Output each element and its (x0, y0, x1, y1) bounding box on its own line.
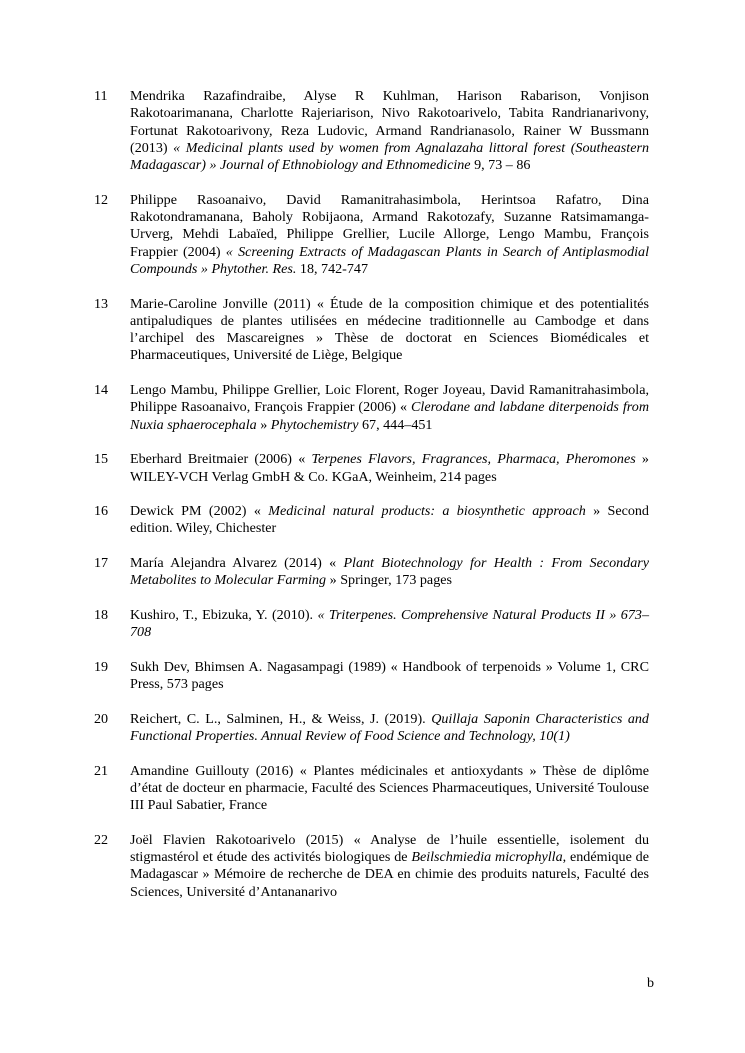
reference-number: 22 (94, 831, 109, 848)
reference-item (94, 607, 649, 642)
reference-text: Mendrika Razafindraibe, Alyse R Kuhlman, Harison Rabarison, Vonjison Rakotoarimanana, Charlotte Rajeriarison, Nivo Rakotoarivelo, Tabita Randrianarivony, Fortunat Rakotoarivony, Reza Ludovic, Armand Randrianasolo, Rainer W Bussmann (2013) « Medicinal plants used by women from Agnalazaha littoral forest (Southeastern Madagascar) » Journal of Ethnobiology and Ethnomedicine 9, 73 – 86 (130, 88, 649, 174)
reference-item (94, 88, 649, 174)
reference-item (94, 711, 649, 746)
reference-text: Lengo Mambu, Philippe Grellier, Loic Florent, Roger Joyeau, David Ramanitrahasimbola, Philippe Rasoanaivo, François Frappier (2006) « Clerodane and labdane diterpenoids from Nuxia sphaerocephala » Phytochemistry 67, 444–451 (130, 382, 649, 433)
reference-text: Marie-Caroline Jonville (2011) « Étude de la composition chimique et des potentialités antipaludiques de plantes utilisées en médecine traditionnelle au Cambodge et dans l’archipel des Mascareignes » Thèse de doctorat en Sciences Biomédicales et Pharmaceutiques, Université de Liège, Belgique (130, 295, 649, 364)
reference-item (94, 555, 649, 590)
reference-item (94, 832, 649, 901)
reference-number: 17 (94, 555, 109, 572)
reference-text: Eberhard Breitmaier (2006) « Terpenes Flavors, Fragrances, Pharmaca, Pheromones » WILEY-VCH Verlag GmbH & Co. KGaA, Weinheim, 214 pages (130, 451, 649, 485)
reference-item (94, 296, 649, 365)
reference-number: 15 (94, 451, 109, 468)
reference-number: 21 (94, 762, 109, 779)
reference-text: Philippe Rasoanaivo, David Ramanitrahasimbola, Herintsoa Rafatro, Dina Rakotondramanana, Baholy Robijaona, Armand Rakotozafy, Suzanne Ratsimamanga-Urverg, Mehdi Labaïed, Philippe Grellier, Lucile Allorge, Lengo Mambu, François Frappier (2004) « Screening Extracts of Madagascan Plants in Search of Antiplasmodial Compounds » Phytother. Res. 18, 742-747 (130, 191, 649, 277)
reference-number: 13 (94, 295, 109, 312)
reference-item (94, 382, 649, 434)
reference-text: Reichert, C. L., Salminen, H., & Weiss, J. (2019). Quillaja Saponin Characteristics and Functional Properties. Annual Review of Food Science and Technology, 10(1) (130, 710, 649, 744)
reference-item (94, 192, 649, 278)
page-number: b (647, 975, 655, 991)
reference-number: 20 (94, 710, 109, 727)
reference-list (94, 88, 649, 918)
reference-text: Sukh Dev, Bhimsen A. Nagasampagi (1989) « Handbook of terpenoids » Volume 1, CRC Press, 573 pages (130, 658, 649, 693)
reference-number: 12 (94, 191, 109, 208)
reference-item (94, 659, 649, 694)
reference-number: 14 (94, 382, 109, 399)
reference-number: 16 (94, 503, 109, 520)
reference-text: Joël Flavien Rakotoarivelo (2015) « Analyse de l’huile essentielle, isolement du stigmastérol et étude des activités biologiques de Beilschmiedia microphylla, endémique de Madagascar » Mémoire de recherche de DEA en chimie des produits naturels, Faculté des Sciences, Université d’Antananarivo (130, 831, 649, 900)
reference-text: Kushiro, T., Ebizuka, Y. (2010). « Triterpenes. Comprehensive Natural Products II » 673–708 (130, 606, 649, 641)
reference-text: María Alejandra Alvarez (2014) « Plant Biotechnology for Health : From Secondary Metabolites to Molecular Farming » Springer, 173 pages (130, 555, 650, 589)
reference-item (94, 763, 649, 815)
reference-item (94, 503, 649, 538)
reference-text: Dewick PM (2002) « Medicinal natural products: a biosynthetic approach » Second edition. Wiley, Chichester (130, 503, 649, 537)
reference-text: Amandine Guillouty (2016) « Plantes médicinales et antioxydants » Thèse de diplôme d’état de docteur en pharmacie, Faculté des Sciences Pharmaceutiques, Université Toulouse III Paul Sabatier, France (130, 762, 649, 814)
reference-item (94, 451, 649, 486)
reference-number: 19 (94, 658, 109, 675)
reference-number: 18 (94, 606, 109, 623)
reference-number: 11 (94, 88, 108, 104)
